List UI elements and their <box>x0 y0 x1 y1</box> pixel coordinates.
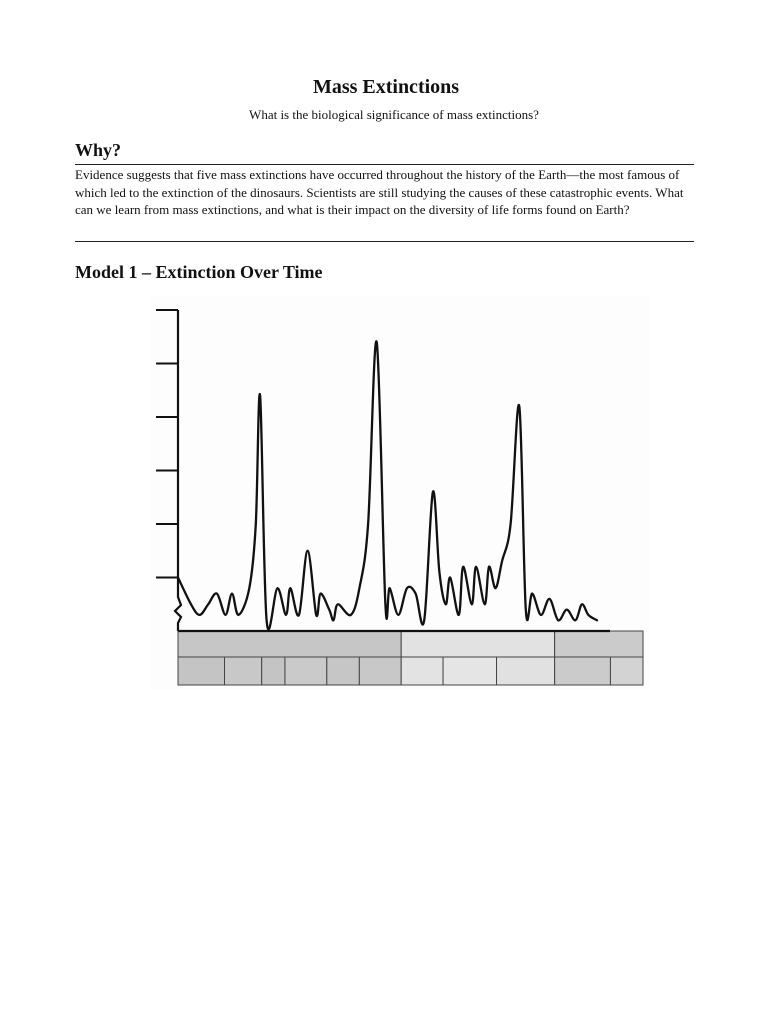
era-band-1 <box>178 631 401 657</box>
geologic-time-scale <box>178 631 643 685</box>
period-band-6 <box>359 657 401 685</box>
model-1-heading: Model 1 – Extinction Over Time <box>75 262 323 282</box>
period-band-7 <box>401 657 443 685</box>
page-title: Mass Extinctions <box>312 76 460 98</box>
why-heading: Why? <box>75 140 122 160</box>
section-divider-top <box>75 164 694 165</box>
period-band-8 <box>443 657 496 685</box>
page-subtitle: What is the biological significance of mass extinctions? <box>249 107 539 122</box>
section-divider-bottom <box>75 241 694 242</box>
period-band-3 <box>262 657 285 685</box>
period-band-5 <box>327 657 360 685</box>
extinction-over-time-chart <box>150 295 650 690</box>
period-band-1 <box>178 657 225 685</box>
period-band-11 <box>610 657 643 685</box>
period-band-9 <box>497 657 555 685</box>
period-band-10 <box>555 657 611 685</box>
era-band-2 <box>401 631 554 657</box>
why-paragraph: Evidence suggests that five mass extinctions have occurred throughout the history of the Earth—the most famous of which led to the extinction of the dinosaurs. Scientists are still studying the causes of these catastrophic events. What can we learn from mass extinctions, and what is their impact on the diversity of life forms found on Earth? <box>75 167 684 217</box>
era-band-3 <box>555 631 643 657</box>
period-band-2 <box>225 657 262 685</box>
period-band-4 <box>285 657 327 685</box>
